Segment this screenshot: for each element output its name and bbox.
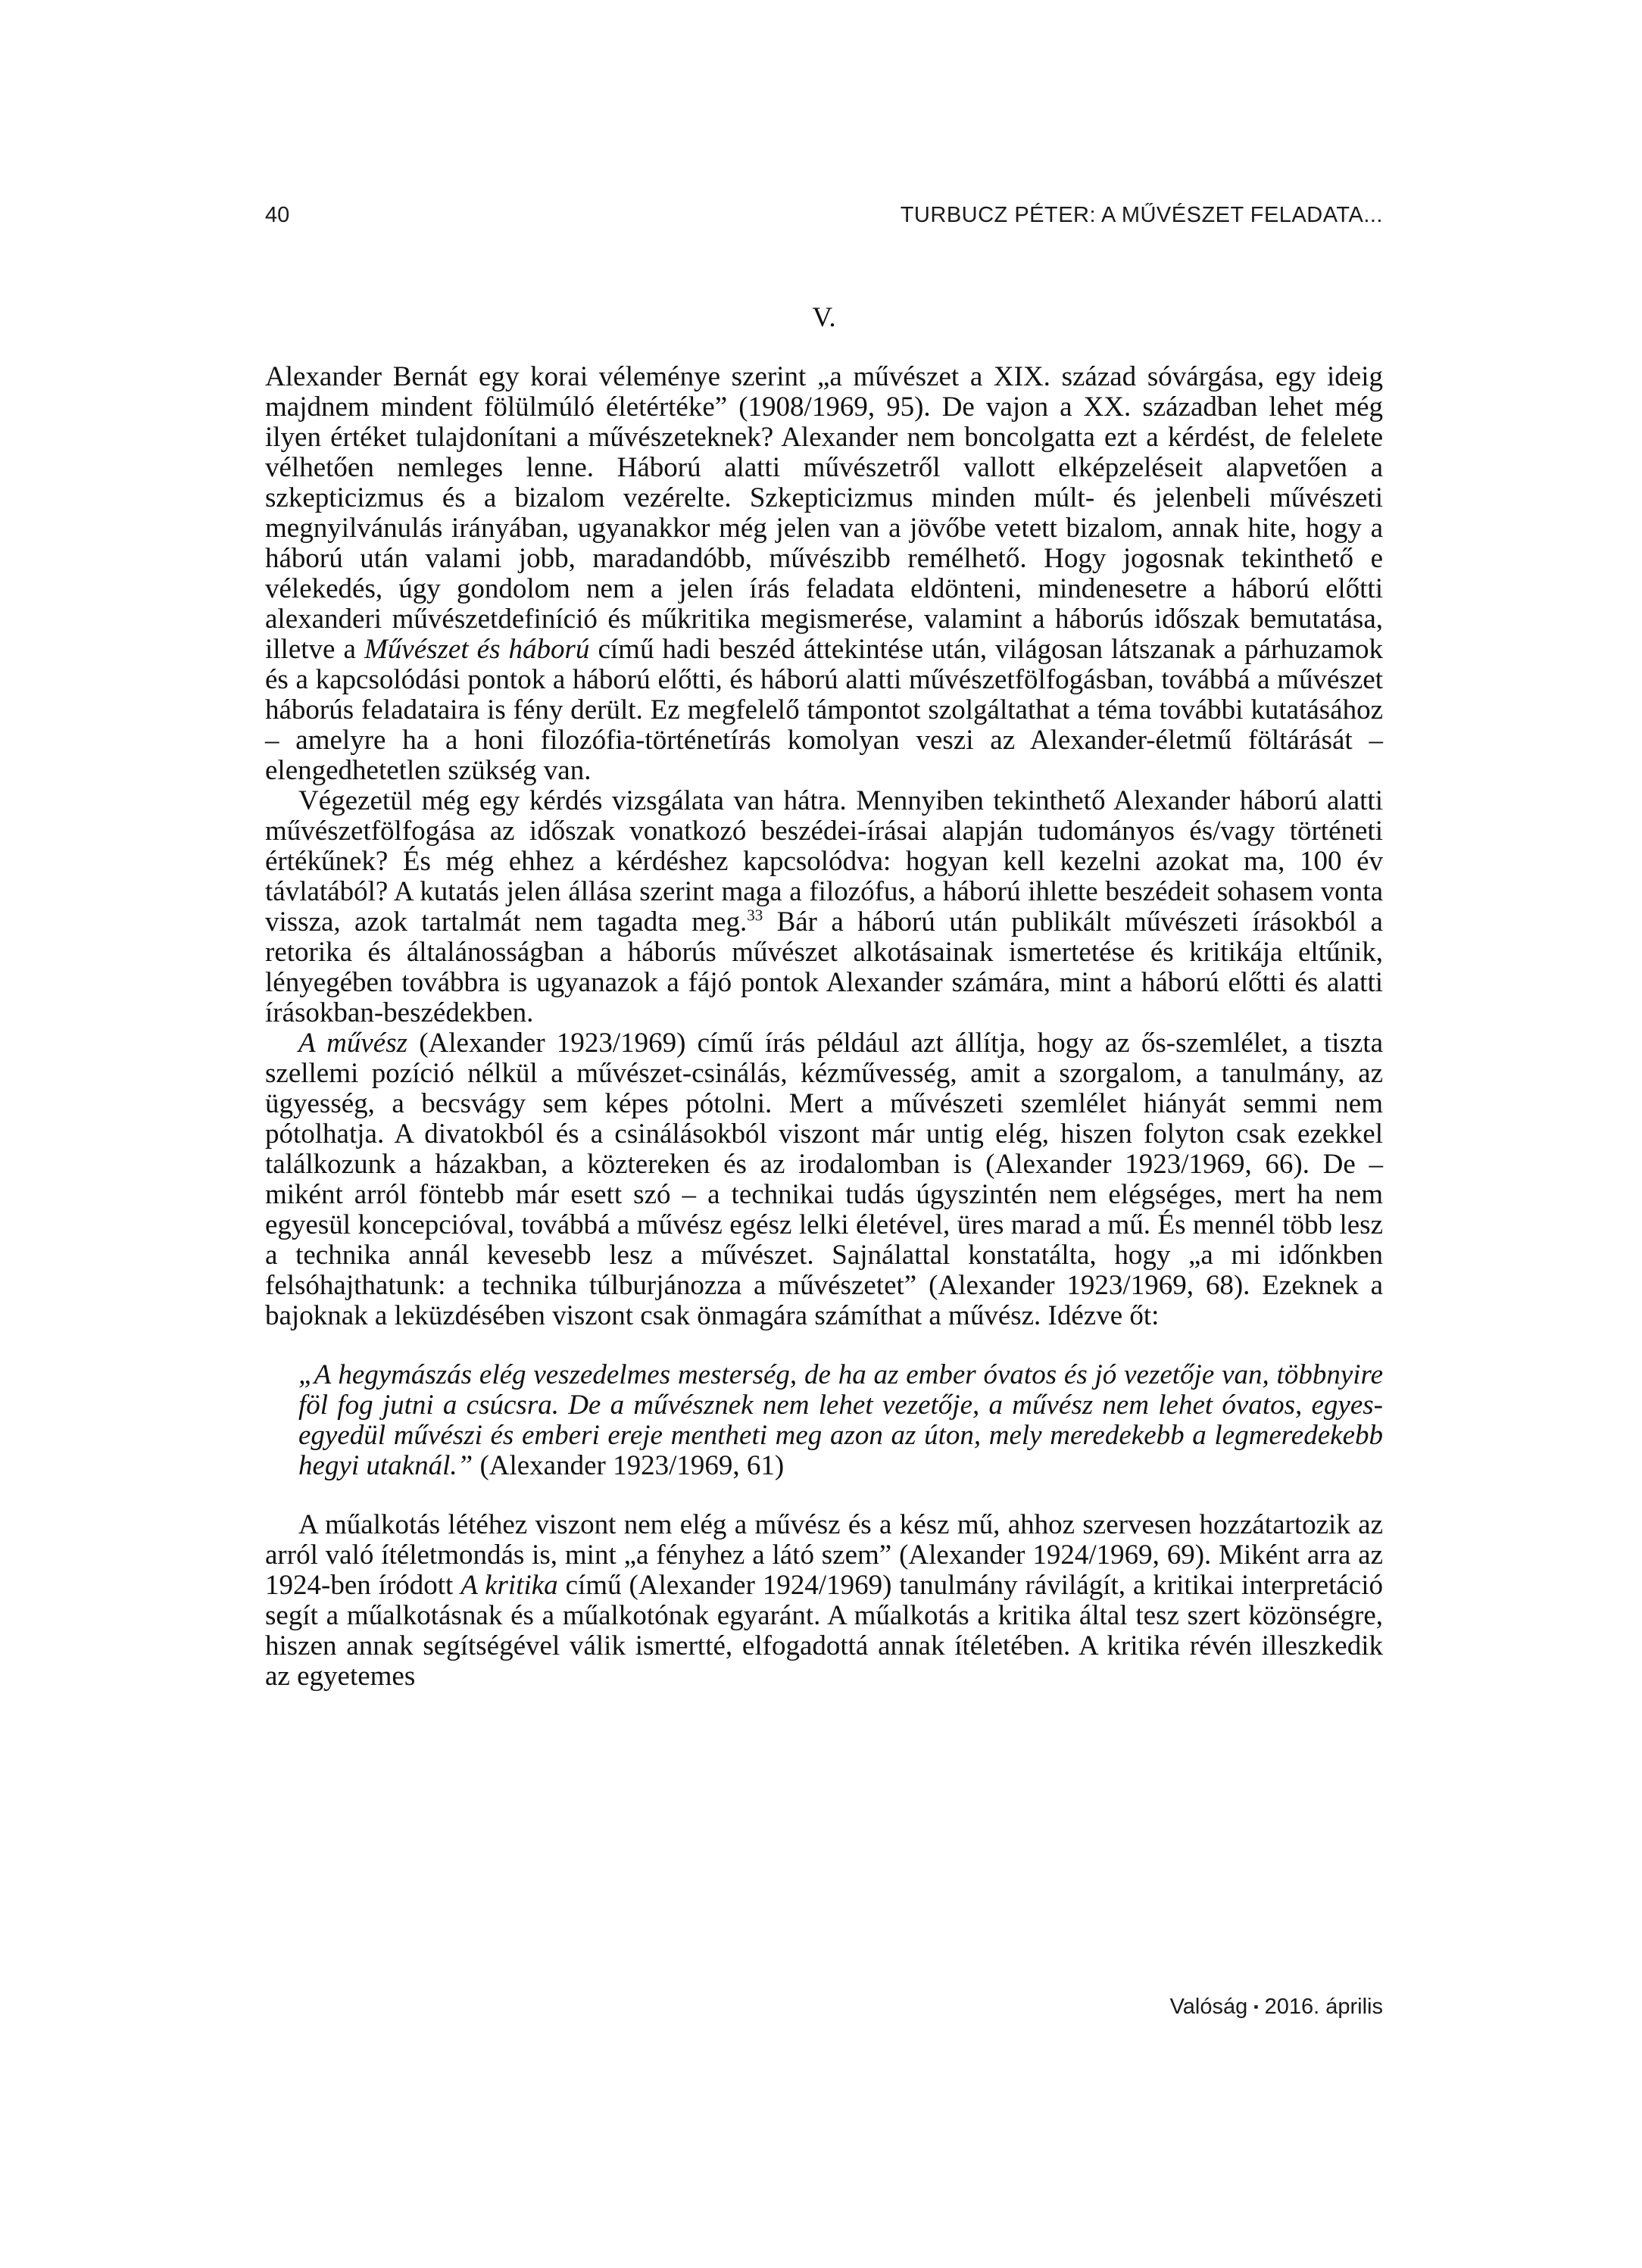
work-title: A kritika — [460, 1570, 558, 1601]
page-number: 40 — [265, 203, 290, 227]
issue-date: 2016. április — [1264, 1995, 1383, 2019]
running-footer — [1170, 1995, 1383, 2020]
section-heading: V. — [812, 302, 836, 333]
separator-bullet: ▪ — [1253, 1999, 1259, 2014]
paragraph-text: (Alexander 1923/1969) című írás például azt állítja, hogy az ős-szemlélet, a tiszta szellemi pozíció nélkül a művészet-csinálás, kézművesség, amit a szorgalom, a tanulmány, az ügyesség, a becsvágy sem képes pótolni. Mert a művészeti szemlélet hiányát semmi nem pótolhatja. A divatokból és a csinálásokból viszont már untig elég, hiszen folyton csak ezekkel találkozunk a házakban, a köztereken és az irodalomban is (Alexander 1923/1969, 66). De – miként arról föntebb már esett szó – a technikai tudás úgyszintén nem elégséges, mert ha nem egyesül koncepcióval, továbbá a művész egész lelki életével, üres marad a mű. És mennél több lesz a technika annál kevesebb lesz a művészet. Sajnálattal konstatálta, hogy „a mi időnkben felsóhajthatunk: a technika túlburjánozza a művészetet” (Alexander 1923/1969, 68). Ezeknek a bajoknak a leküzdésében viszont csak önmagára számíthat a művész. Idézve őt: — [265, 1028, 1384, 1331]
journal-name: Valóság — [1169, 1995, 1248, 2019]
paragraph-text: című hadi beszéd áttekintése után, világosan látszanak a párhuzamok és a kapcsolódási pontok a háború előtti, és háború alatti művészetfölfogásban, továbbá a művészet háborús feladataira is fény derült. Ez megfelelő támpontot szolgáltathat a téma további kutatásához – amelyre ha a honi filozófia-történetírás komolyan veszi az Alexander-életmű föltárását – elengedhetetlen szükség van. — [265, 634, 1384, 786]
footnote-reference: 33 — [747, 906, 763, 925]
block-quote — [265, 1360, 1383, 1481]
paragraph-text: Alexander Bernát egy korai véleménye szerint „a művészet a XIX. század sóvárgása, egy ideig majdnem mindent fölülmúló életértéke” (1908/1969, 95). De vajon a XX. században lehet még ilyen értéket tulajdonítani a művészeteknek? Alexander nem boncolgatta ezt a kérdést, de felelete vélhetően nemleges lenne. Háború alatti művészetről vallott elképzeléseit alapvetően a szkepticizmus és a bizalom vezérelte. Szkepticizmus minden múlt- és jelenbeli művészeti megnyilvánulás irányában, ugyanakkor még jelen van a jövőbe vetett bizalom, annak hite, hogy a háború után valami jobb, maradandóbb, művészibb remélhető. Hogy jogosnak tekinthető e vélekedés, úgy gondolom nem a jelen írás feladata eldönteni, mindenesetre a háború előtti alexanderi művészetdefiníció és műkritika megismerése, valamint a háborús időszak bemutatása, illetve a — [265, 361, 1383, 665]
paragraph-text: Bár a háború után publikált művészeti írásokból a retorika és általánosságban a háborús művészet alkotásainak ismertetése és kritikája eltűnik, lényegében továbbra is ugyanazok a fájó pontok Alexander számára, mint a háború előtti és alatti írásokban-beszédekben. — [265, 906, 1383, 1028]
paragraph-text: Végezetül még egy kérdés vizsgálata van hátra. Mennyiben tekinthető Alexander háború alatti művészetfölfogása az időszak vonatkozó beszédei-írásai alapján tudományos és/vagy történeti értékűnek? És még ehhez a kérdéshez kapcsolódva: hogyan kell kezelni azokat ma, 100 év távlatából? A kutatás jelen állása szerint maga a filozófus, a háború ihlette beszédeit sohasem vonta vissza, azok tartalmát nem tagadta meg. — [265, 785, 1383, 937]
work-title: A művész — [298, 1028, 408, 1059]
running-header — [265, 203, 1383, 238]
paragraph-3 — [265, 1028, 1383, 1331]
work-title: Művészet és háború — [364, 634, 590, 665]
paragraph-2 — [265, 786, 1383, 1028]
quote-citation: (Alexander 1923/1969, 61) — [473, 1450, 785, 1481]
paragraph-text: A műalkotás létéhez viszont nem elég a művész és a kész mű, ahhoz szervesen hozzátartozik az arról való ítéletmondás is, mint „a fényhez a látó szem” (Alexander 1924/1969, 69). Miként arra az 1924-ben íródott — [265, 1509, 1383, 1601]
paragraph-text: című (Alexander 1924/1969) tanulmány rávilágít, a kritikai interpretáció segít a műalkotásnak és a műalkotónak egyaránt. A műalkotás a kritika által tesz szert közönségre, hiszen annak segítségével válik ismertté, elfogadottá annak ítéletében. A kritika révén illeszkedik az egyetemes — [265, 1570, 1383, 1692]
paragraph-4 — [265, 1510, 1383, 1692]
article-body — [265, 362, 1383, 1692]
paragraph-1 — [265, 362, 1383, 786]
quote-text: „A hegymászás elég veszedelmes mesterség, de ha az ember óvatos és jó vezetője van, többnyire föl fog jutni a csúcsra. De a művésznek nem lehet vezetője, a művész nem lehet óvatos, egyes-egyedül művészi és emberi ereje mentheti meg azon az úton, mely meredekebb a legmeredekebb hegyi utaknál.” — [298, 1359, 1383, 1481]
running-title: TURBUCZ PÉTER: A MŰVÉSZET FELADATA... — [900, 203, 1383, 227]
